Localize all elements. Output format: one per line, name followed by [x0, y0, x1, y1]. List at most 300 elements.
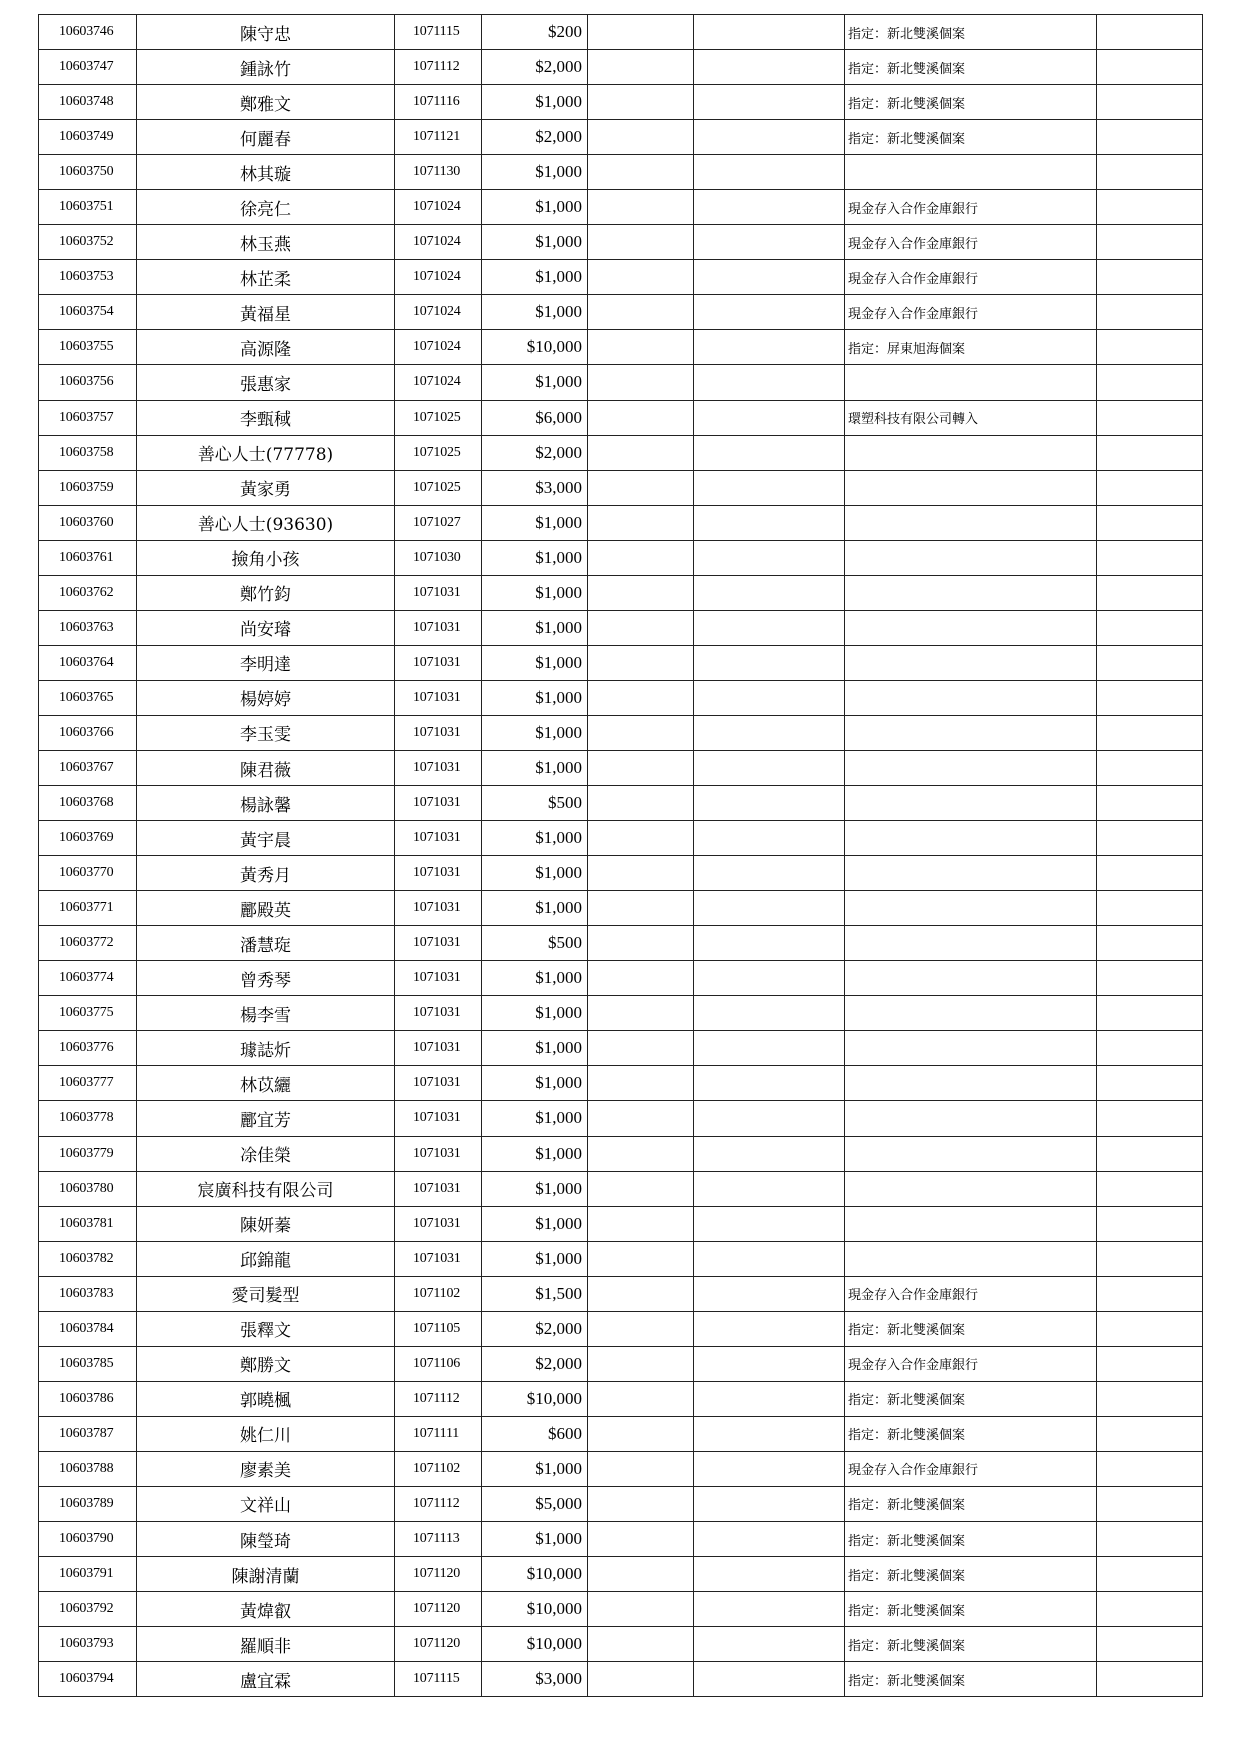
note-cell [845, 856, 1097, 891]
amount-cell: $3,000 [482, 470, 588, 505]
amount-cell: $1,000 [482, 1136, 588, 1171]
empty-cell [694, 961, 845, 996]
receipt-number-cell: 10603759 [39, 470, 137, 505]
empty-cell [694, 1136, 845, 1171]
note-cell [845, 750, 1097, 785]
donation-date-cell: 1071031 [395, 610, 482, 645]
amount-cell: $6,000 [482, 400, 588, 435]
donation-date-cell: 1071031 [395, 786, 482, 821]
empty-cell [588, 996, 694, 1031]
amount-cell: $10,000 [482, 1557, 588, 1592]
table-row [39, 1276, 1203, 1311]
empty-cell [588, 15, 694, 50]
donation-date-cell: 1071031 [395, 680, 482, 715]
table-row [39, 575, 1203, 610]
note-cell [845, 786, 1097, 821]
empty-cell [694, 85, 845, 120]
donor-name-cell: 潘慧琁 [137, 926, 395, 961]
donor-name-cell: 愛司髮型 [137, 1276, 395, 1311]
empty-cell [588, 786, 694, 821]
receipt-number-cell: 10603772 [39, 926, 137, 961]
empty-cell [1097, 1522, 1203, 1557]
note-cell: 環塑科技有限公司轉入 [845, 400, 1097, 435]
amount-cell: $1,000 [482, 1241, 588, 1276]
donor-name-cell: 李明達 [137, 645, 395, 680]
donation-date-cell: 1071031 [395, 891, 482, 926]
amount-cell: $600 [482, 1416, 588, 1451]
table-row [39, 190, 1203, 225]
empty-cell [588, 1346, 694, 1381]
empty-cell [1097, 750, 1203, 785]
donor-name-cell: 陳謝清蘭 [137, 1557, 395, 1592]
empty-cell [694, 786, 845, 821]
amount-cell: $1,000 [482, 821, 588, 856]
empty-cell [1097, 15, 1203, 50]
donation-date-cell: 1071030 [395, 540, 482, 575]
empty-cell [694, 996, 845, 1031]
donation-date-cell: 1071031 [395, 996, 482, 1031]
table-row [39, 715, 1203, 750]
receipt-number-cell: 10603777 [39, 1066, 137, 1101]
empty-cell [588, 1522, 694, 1557]
empty-cell [588, 1662, 694, 1697]
table-row [39, 1451, 1203, 1486]
donation-date-cell: 1071031 [395, 821, 482, 856]
receipt-number-cell: 10603787 [39, 1416, 137, 1451]
donor-name-cell: 陳妍蓁 [137, 1206, 395, 1241]
amount-cell: $1,000 [482, 505, 588, 540]
empty-cell [1097, 1136, 1203, 1171]
donor-name-cell: 徐亮仁 [137, 190, 395, 225]
empty-cell [694, 1241, 845, 1276]
note-cell: 指定：新北雙溪個案 [845, 50, 1097, 85]
donor-name-cell: 璩誌炘 [137, 1031, 395, 1066]
empty-cell [588, 1381, 694, 1416]
receipt-number-cell: 10603780 [39, 1171, 137, 1206]
receipt-number-cell: 10603794 [39, 1662, 137, 1697]
table-row [39, 1627, 1203, 1662]
receipt-number-cell: 10603757 [39, 400, 137, 435]
donor-name-cell: 黃宇晨 [137, 821, 395, 856]
empty-cell [1097, 1311, 1203, 1346]
note-cell: 現金存入合作金庫銀行 [845, 1451, 1097, 1486]
donor-name-cell: 酈宜芳 [137, 1101, 395, 1136]
empty-cell [694, 470, 845, 505]
table-row [39, 996, 1203, 1031]
empty-cell [588, 330, 694, 365]
table-row [39, 1662, 1203, 1697]
receipt-number-cell: 10603746 [39, 15, 137, 50]
note-cell: 指定：新北雙溪個案 [845, 1662, 1097, 1697]
empty-cell [694, 435, 845, 470]
receipt-number-cell: 10603785 [39, 1346, 137, 1381]
note-cell [845, 891, 1097, 926]
amount-cell: $5,000 [482, 1486, 588, 1521]
note-cell: 指定：新北雙溪個案 [845, 1592, 1097, 1627]
empty-cell [1097, 1171, 1203, 1206]
note-cell [845, 1066, 1097, 1101]
empty-cell [694, 330, 845, 365]
empty-cell [588, 260, 694, 295]
amount-cell: $1,000 [482, 1451, 588, 1486]
empty-cell [1097, 1416, 1203, 1451]
empty-cell [694, 1416, 845, 1451]
receipt-number-cell: 10603769 [39, 821, 137, 856]
receipt-number-cell: 10603791 [39, 1557, 137, 1592]
empty-cell [588, 505, 694, 540]
table-row [39, 50, 1203, 85]
table-row [39, 926, 1203, 961]
empty-cell [1097, 1592, 1203, 1627]
note-cell: 指定：屏東旭海個案 [845, 330, 1097, 365]
donor-name-cell: 黃福星 [137, 295, 395, 330]
table-row [39, 821, 1203, 856]
empty-cell [694, 1346, 845, 1381]
receipt-number-cell: 10603767 [39, 750, 137, 785]
empty-cell [694, 926, 845, 961]
empty-cell [588, 821, 694, 856]
receipt-number-cell: 10603750 [39, 155, 137, 190]
table-row [39, 330, 1203, 365]
donor-name-cell: 郭曉楓 [137, 1381, 395, 1416]
empty-cell [694, 610, 845, 645]
donation-date-cell: 1071112 [395, 50, 482, 85]
amount-cell: $1,000 [482, 85, 588, 120]
amount-cell: $1,000 [482, 856, 588, 891]
empty-cell [588, 85, 694, 120]
table-row [39, 891, 1203, 926]
empty-cell [694, 1662, 845, 1697]
amount-cell: $1,000 [482, 645, 588, 680]
note-cell: 現金存入合作金庫銀行 [845, 260, 1097, 295]
empty-cell [1097, 856, 1203, 891]
donor-name-cell: 張惠家 [137, 365, 395, 400]
table-row [39, 680, 1203, 715]
empty-cell [588, 1206, 694, 1241]
note-cell: 指定：新北雙溪個案 [845, 120, 1097, 155]
donation-date-cell: 1071031 [395, 1101, 482, 1136]
amount-cell: $1,000 [482, 715, 588, 750]
donor-name-cell: 宸廣科技有限公司 [137, 1171, 395, 1206]
amount-cell: $1,000 [482, 260, 588, 295]
empty-cell [694, 891, 845, 926]
donation-date-cell: 1071031 [395, 926, 482, 961]
empty-cell [694, 1276, 845, 1311]
note-cell: 指定：新北雙溪個案 [845, 15, 1097, 50]
empty-cell [1097, 821, 1203, 856]
empty-cell [588, 610, 694, 645]
amount-cell: $1,000 [482, 1066, 588, 1101]
empty-cell [1097, 50, 1203, 85]
donor-name-cell: 黃家勇 [137, 470, 395, 505]
amount-cell: $2,000 [482, 1346, 588, 1381]
donor-name-cell: 曾秀琴 [137, 961, 395, 996]
amount-cell: $1,000 [482, 155, 588, 190]
donation-date-cell: 1071024 [395, 225, 482, 260]
receipt-number-cell: 10603789 [39, 1486, 137, 1521]
empty-cell [588, 435, 694, 470]
donor-name-cell: 張釋文 [137, 1311, 395, 1346]
empty-cell [694, 750, 845, 785]
empty-cell [588, 190, 694, 225]
empty-cell [1097, 1241, 1203, 1276]
table-row [39, 1206, 1203, 1241]
empty-cell [1097, 715, 1203, 750]
amount-cell: $3,000 [482, 1662, 588, 1697]
empty-cell [588, 295, 694, 330]
donation-date-cell: 1071102 [395, 1276, 482, 1311]
donation-date-cell: 1071024 [395, 365, 482, 400]
receipt-number-cell: 10603792 [39, 1592, 137, 1627]
donation-date-cell: 1071031 [395, 961, 482, 996]
empty-cell [694, 260, 845, 295]
empty-cell [588, 1101, 694, 1136]
donor-name-cell: 林芷柔 [137, 260, 395, 295]
note-cell [845, 155, 1097, 190]
amount-cell: $1,000 [482, 1031, 588, 1066]
empty-cell [694, 540, 845, 575]
empty-cell [588, 575, 694, 610]
amount-cell: $1,000 [482, 1522, 588, 1557]
empty-cell [694, 50, 845, 85]
receipt-number-cell: 10603755 [39, 330, 137, 365]
amount-cell: $1,000 [482, 540, 588, 575]
donation-date-cell: 1071102 [395, 1451, 482, 1486]
amount-cell: $10,000 [482, 1627, 588, 1662]
amount-cell: $1,000 [482, 891, 588, 926]
table-row [39, 1101, 1203, 1136]
donation-date-cell: 1071120 [395, 1557, 482, 1592]
note-cell [845, 926, 1097, 961]
table-row [39, 1311, 1203, 1346]
receipt-number-cell: 10603753 [39, 260, 137, 295]
amount-cell: $2,000 [482, 435, 588, 470]
empty-cell [694, 1451, 845, 1486]
empty-cell [588, 1451, 694, 1486]
donor-name-cell: 盧宜霖 [137, 1662, 395, 1697]
empty-cell [1097, 1101, 1203, 1136]
donor-name-cell: 陳守忠 [137, 15, 395, 50]
note-cell: 指定：新北雙溪個案 [845, 1486, 1097, 1521]
receipt-number-cell: 10603756 [39, 365, 137, 400]
receipt-number-cell: 10603762 [39, 575, 137, 610]
table-row [39, 1031, 1203, 1066]
empty-cell [1097, 645, 1203, 680]
receipt-number-cell: 10603763 [39, 610, 137, 645]
donor-name-cell: 林苡纚 [137, 1066, 395, 1101]
table-row [39, 505, 1203, 540]
receipt-number-cell: 10603749 [39, 120, 137, 155]
empty-cell [694, 365, 845, 400]
donation-date-cell: 1071115 [395, 15, 482, 50]
table-row [39, 1592, 1203, 1627]
note-cell: 現金存入合作金庫銀行 [845, 1346, 1097, 1381]
empty-cell [1097, 891, 1203, 926]
donor-name-cell: 李甄稢 [137, 400, 395, 435]
amount-cell: $10,000 [482, 1381, 588, 1416]
empty-cell [588, 1066, 694, 1101]
receipt-number-cell: 10603752 [39, 225, 137, 260]
empty-cell [694, 400, 845, 435]
table-row [39, 155, 1203, 190]
donor-name-cell: 黃秀月 [137, 856, 395, 891]
donation-date-cell: 1071024 [395, 260, 482, 295]
empty-cell [694, 1592, 845, 1627]
empty-cell [694, 1031, 845, 1066]
receipt-number-cell: 10603764 [39, 645, 137, 680]
donation-date-cell: 1071031 [395, 750, 482, 785]
receipt-number-cell: 10603779 [39, 1136, 137, 1171]
amount-cell: $1,000 [482, 575, 588, 610]
empty-cell [694, 190, 845, 225]
empty-cell [1097, 1627, 1203, 1662]
empty-cell [1097, 85, 1203, 120]
empty-cell [694, 1627, 845, 1662]
empty-cell [1097, 1346, 1203, 1381]
table-row [39, 786, 1203, 821]
donation-date-cell: 1071031 [395, 1031, 482, 1066]
donation-date-cell: 1071120 [395, 1592, 482, 1627]
receipt-number-cell: 10603751 [39, 190, 137, 225]
receipt-number-cell: 10603775 [39, 996, 137, 1031]
table-row [39, 15, 1203, 50]
donation-date-cell: 1071120 [395, 1627, 482, 1662]
empty-cell [588, 645, 694, 680]
donor-name-cell: 何麗春 [137, 120, 395, 155]
donor-name-cell: 文祥山 [137, 1486, 395, 1521]
note-cell: 指定：新北雙溪個案 [845, 1381, 1097, 1416]
empty-cell [588, 1136, 694, 1171]
empty-cell [588, 1241, 694, 1276]
note-cell [845, 470, 1097, 505]
donor-name-cell: 楊婷婷 [137, 680, 395, 715]
empty-cell [1097, 1381, 1203, 1416]
empty-cell [588, 1171, 694, 1206]
donor-name-cell: 羅順非 [137, 1627, 395, 1662]
empty-cell [588, 400, 694, 435]
note-cell [845, 645, 1097, 680]
table-row [39, 610, 1203, 645]
empty-cell [1097, 330, 1203, 365]
empty-cell [1097, 996, 1203, 1031]
receipt-number-cell: 10603786 [39, 1381, 137, 1416]
donation-date-cell: 1071116 [395, 85, 482, 120]
amount-cell: $1,500 [482, 1276, 588, 1311]
donor-name-cell: 尚安璿 [137, 610, 395, 645]
donor-name-cell: 林玉燕 [137, 225, 395, 260]
empty-cell [588, 891, 694, 926]
donor-name-cell: 凃佳榮 [137, 1136, 395, 1171]
note-cell [845, 540, 1097, 575]
note-cell [845, 1171, 1097, 1206]
donor-name-cell: 廖素美 [137, 1451, 395, 1486]
note-cell [845, 505, 1097, 540]
note-cell [845, 961, 1097, 996]
empty-cell [1097, 155, 1203, 190]
amount-cell: $1,000 [482, 1171, 588, 1206]
donation-date-cell: 1071121 [395, 120, 482, 155]
note-cell [845, 1241, 1097, 1276]
empty-cell [1097, 926, 1203, 961]
donation-date-cell: 1071025 [395, 470, 482, 505]
note-cell: 指定：新北雙溪個案 [845, 1416, 1097, 1451]
note-cell [845, 1101, 1097, 1136]
receipt-number-cell: 10603766 [39, 715, 137, 750]
donation-date-cell: 1071025 [395, 435, 482, 470]
receipt-number-cell: 10603768 [39, 786, 137, 821]
amount-cell: $1,000 [482, 996, 588, 1031]
empty-cell [1097, 505, 1203, 540]
empty-cell [1097, 540, 1203, 575]
empty-cell [694, 1066, 845, 1101]
receipt-number-cell: 10603754 [39, 295, 137, 330]
note-cell [845, 680, 1097, 715]
empty-cell [588, 750, 694, 785]
receipt-number-cell: 10603788 [39, 1451, 137, 1486]
amount-cell: $1,000 [482, 1101, 588, 1136]
donation-date-cell: 1071031 [395, 1241, 482, 1276]
empty-cell [1097, 1066, 1203, 1101]
note-cell [845, 715, 1097, 750]
empty-cell [1097, 680, 1203, 715]
note-cell [845, 435, 1097, 470]
note-cell [845, 1136, 1097, 1171]
donor-name-cell: 黃煒叡 [137, 1592, 395, 1627]
table-row [39, 365, 1203, 400]
empty-cell [694, 1101, 845, 1136]
empty-cell [1097, 1557, 1203, 1592]
donation-date-cell: 1071105 [395, 1311, 482, 1346]
donor-name-cell: 鄭竹鈞 [137, 575, 395, 610]
donation-date-cell: 1071024 [395, 295, 482, 330]
amount-cell: $1,000 [482, 680, 588, 715]
empty-cell [694, 1311, 845, 1346]
note-cell: 指定：新北雙溪個案 [845, 1627, 1097, 1662]
donor-name-cell: 林其璇 [137, 155, 395, 190]
empty-cell [1097, 260, 1203, 295]
empty-cell [588, 1557, 694, 1592]
empty-cell [588, 1627, 694, 1662]
empty-cell [588, 225, 694, 260]
empty-cell [1097, 470, 1203, 505]
donor-name-cell: 鍾詠竹 [137, 50, 395, 85]
table-row [39, 1522, 1203, 1557]
empty-cell [588, 470, 694, 505]
donation-date-cell: 1071113 [395, 1522, 482, 1557]
table-row [39, 856, 1203, 891]
note-cell: 現金存入合作金庫銀行 [845, 190, 1097, 225]
note-cell: 指定：新北雙溪個案 [845, 85, 1097, 120]
empty-cell [588, 120, 694, 155]
empty-cell [694, 15, 845, 50]
donor-name-cell: 陳瑩琦 [137, 1522, 395, 1557]
amount-cell: $1,000 [482, 1206, 588, 1241]
table-row [39, 85, 1203, 120]
note-cell [845, 575, 1097, 610]
receipt-number-cell: 10603782 [39, 1241, 137, 1276]
empty-cell [694, 856, 845, 891]
donor-name-cell: 楊詠馨 [137, 786, 395, 821]
donor-name-cell: 李玉雯 [137, 715, 395, 750]
donation-date-cell: 1071112 [395, 1381, 482, 1416]
empty-cell [694, 155, 845, 190]
empty-cell [694, 1486, 845, 1521]
donor-name-cell: 邱錦龍 [137, 1241, 395, 1276]
empty-cell [588, 50, 694, 85]
empty-cell [694, 225, 845, 260]
empty-cell [1097, 1451, 1203, 1486]
donor-name-cell: 楊李雪 [137, 996, 395, 1031]
